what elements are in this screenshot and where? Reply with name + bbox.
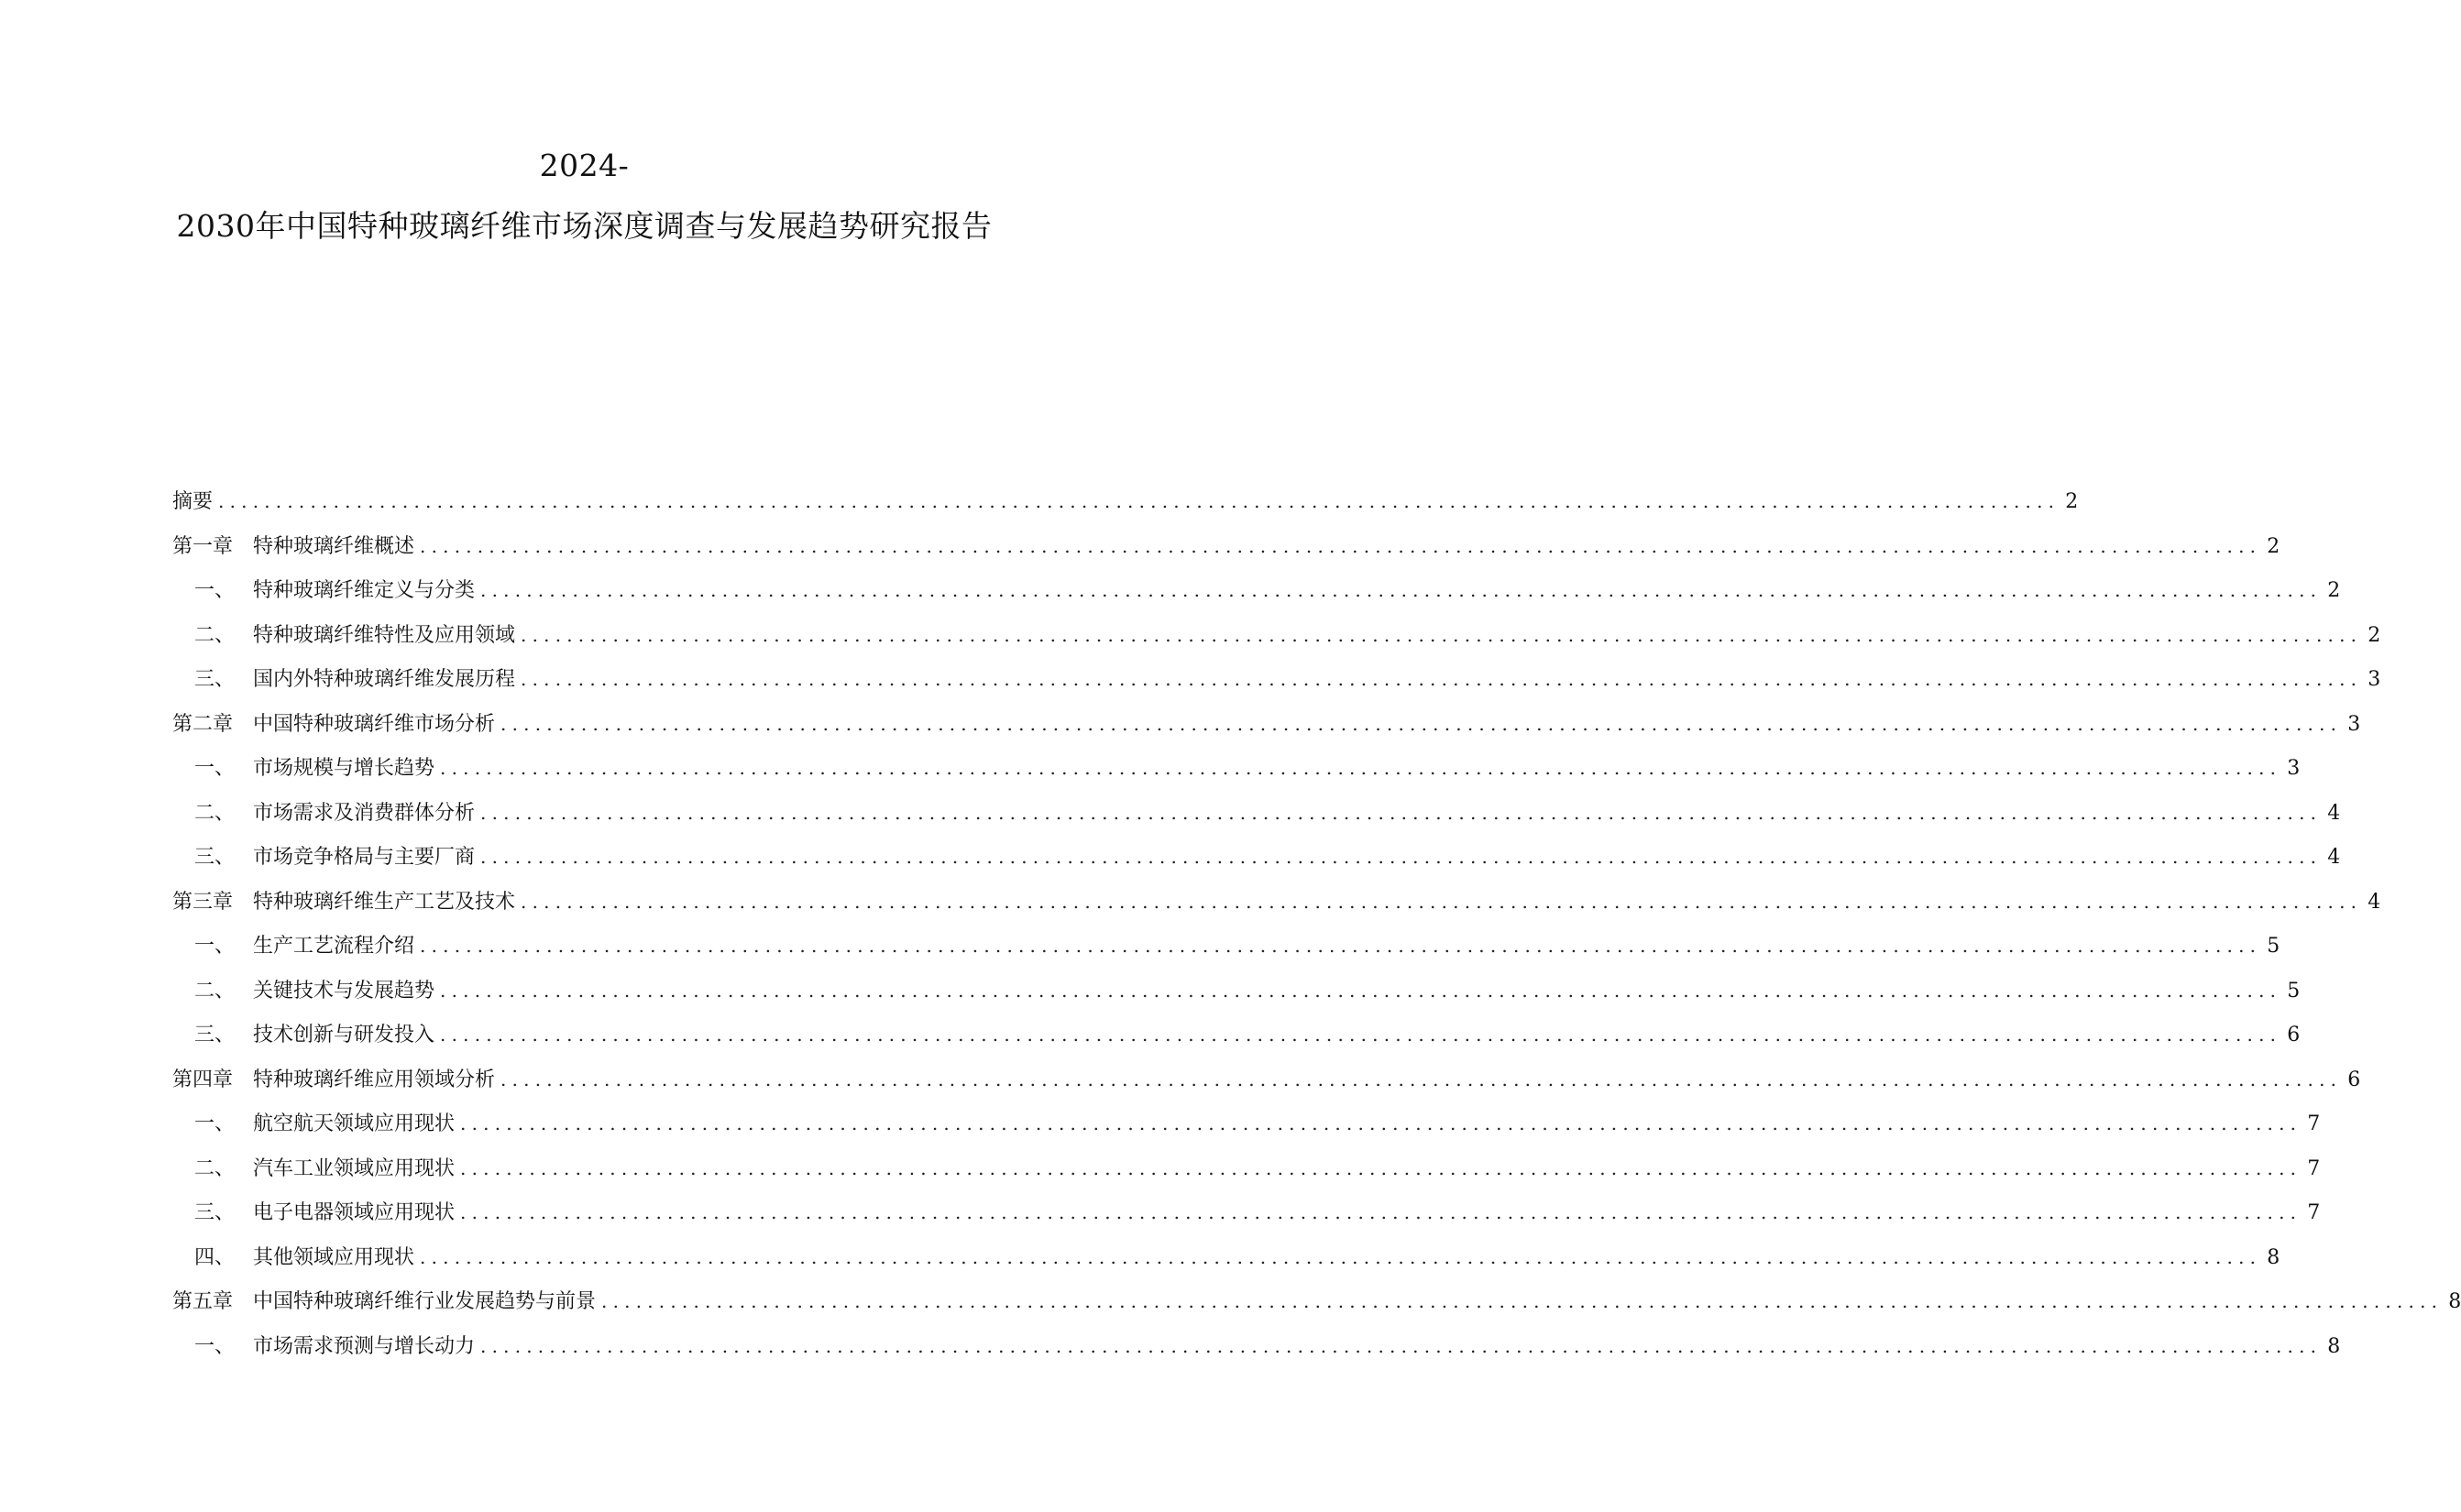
toc-entry-page: 5 [2267,935,2280,958]
toc-leader-dots: ................................................................................................................................................................ [420,935,2262,957]
toc-entry[interactable] [172,1332,2341,1377]
toc-entry-number: 一、 [194,1112,236,1135]
toc-entry-page: 7 [2307,1156,2321,1180]
toc-entry-page: 7 [2307,1112,2321,1135]
toc-entry-label: 市场竞争格局与主要厂商 [253,846,476,869]
document-title [0,136,1169,257]
toc-entry-label: 国内外特种玻璃纤维发展历程 [253,668,516,691]
toc-entry[interactable] [172,665,2381,710]
toc-entry-label: 电子电器领域应用现状 [253,1201,456,1224]
toc-entry-page: 8 [2327,1334,2341,1358]
toc-entry-label: 航空航天领域应用现状 [253,1112,456,1135]
toc-leader-dots: ................................................................................................................................................................ [601,1290,2444,1312]
toc-entry[interactable] [172,754,2301,799]
title-line-1: 2024- [539,148,630,183]
toc-entry-number: 一、 [194,1334,236,1358]
toc-entry-number: 三、 [194,1024,236,1046]
toc-entry-number: 二、 [194,801,236,825]
toc-entry-page: 3 [2368,668,2381,691]
toc-entry-label: 特种玻璃纤维应用领域分析 [253,1068,496,1091]
toc-entry[interactable] [172,576,2341,621]
toc-entry-number: 一、 [194,757,236,780]
toc-entry[interactable] [172,1287,2461,1332]
toc-entry[interactable] [172,799,2341,844]
toc-leader-dots: ................................................................................................................................................................ [521,890,2363,913]
toc-entry-page: 3 [2287,757,2301,780]
toc-entry-number: 第二章 [172,712,234,736]
toc-entry[interactable] [172,1066,2361,1111]
toc-entry[interactable] [172,843,2341,888]
toc-entry[interactable] [172,1244,2280,1288]
toc-entry-number: 一、 [194,579,236,602]
toc-entry-number: 三、 [194,1201,236,1224]
toc-entry[interactable] [172,710,2361,755]
toc-leader-dots: ................................................................................................................................................................ [500,1068,2343,1090]
toc-entry-page: 8 [2267,1245,2280,1269]
toc-leader-dots: ................................................................................................................................................................ [480,579,2323,601]
toc-entry-page: 5 [2287,979,2301,1003]
toc-entry-page: 4 [2327,846,2341,869]
toc-leader-dots: ................................................................................................................................................................ [521,623,2363,646]
toc-entry-page: 8 [2448,1290,2461,1313]
toc-leader-dots: ................................................................................................................................................................ [480,846,2323,868]
toc-entry-page: 6 [2347,1068,2361,1091]
toc-leader-dots: ................................................................................................................................................................ [420,534,2262,557]
toc-leader-dots: ................................................................................................................................................................ [500,712,2343,735]
toc-entry-number: 二、 [194,623,236,647]
toc-entry-label: 其他领域应用现状 [253,1245,415,1269]
toc-entry-label: 市场需求预测与增长动力 [253,1334,476,1358]
toc-entry-label: 特种玻璃纤维定义与分类 [253,579,476,602]
toc-entry-number: 三、 [194,668,236,691]
toc-leader-dots: ................................................................................................................................................................ [440,1024,2282,1046]
toc-entry-label: 市场需求及消费群体分析 [253,801,476,825]
toc-entry-number: 第一章 [172,534,234,558]
toc-entry-label: 特种玻璃纤维概述 [253,534,415,558]
toc-entry[interactable] [172,1155,2321,1200]
toc-entry-number: 三、 [194,846,236,869]
toc-entry[interactable] [172,888,2381,933]
toc-leader-dots: ................................................................................................................................................................ [460,1112,2302,1134]
toc-entry-label: 汽车工业领域应用现状 [253,1156,456,1180]
toc-entry-label: 生产工艺流程介绍 [253,935,415,958]
toc-entry-label: 关键技术与发展趋势 [253,979,435,1003]
table-of-contents [172,488,2461,1376]
toc-leader-dots: ................................................................................................................................................................ [218,490,2060,512]
toc-entry-page: 4 [2368,890,2381,914]
toc-entry-page: 2 [2267,534,2280,558]
toc-entry[interactable] [172,621,2381,666]
toc-entry[interactable] [172,1110,2321,1155]
toc-entry-number: 二、 [194,979,236,1003]
toc-leader-dots: ................................................................................................................................................................ [440,979,2282,1002]
toc-entry-label: 中国特种玻璃纤维行业发展趋势与前景 [253,1290,597,1313]
toc-entry-label: 特种玻璃纤维生产工艺及技术 [253,890,516,914]
toc-entry-label: 特种玻璃纤维特性及应用领域 [253,623,516,647]
toc-leader-dots: ................................................................................................................................................................ [480,801,2323,824]
toc-entry-page: 4 [2327,801,2341,825]
toc-leader-dots: ................................................................................................................................................................ [460,1201,2302,1223]
toc-entry-number: 第三章 [172,890,234,914]
toc-entry-number: 四、 [194,1245,236,1269]
toc-entry-page: 2 [2368,623,2381,647]
toc-entry[interactable] [172,932,2280,977]
title-line-2: 2030年中国特种玻璃纤维市场深度调查与发展趋势研究报告 [176,208,993,244]
toc-entry-number: 二、 [194,1156,236,1180]
toc-entry-page: 7 [2307,1201,2321,1224]
toc-entry[interactable] [172,977,2301,1022]
toc-entry[interactable] [172,1021,2301,1066]
toc-entry-page: 2 [2327,579,2341,602]
toc-entry[interactable] [172,1199,2321,1244]
toc-entry[interactable] [172,532,2280,577]
toc-entry-label: 中国特种玻璃纤维市场分析 [253,712,496,736]
toc-entry[interactable] [172,488,2079,532]
toc-leader-dots: ................................................................................................................................................................ [420,1245,2262,1268]
toc-leader-dots: ................................................................................................................................................................ [480,1334,2323,1357]
toc-entry-label: 市场规模与增长趋势 [253,757,435,780]
toc-entry-number: 第四章 [172,1068,234,1091]
toc-entry-label: 摘要 [172,490,214,513]
toc-entry-number: 一、 [194,935,236,958]
toc-leader-dots: ................................................................................................................................................................ [460,1156,2302,1179]
toc-entry-page: 3 [2347,712,2361,736]
toc-entry-label: 技术创新与研发投入 [253,1024,435,1046]
toc-leader-dots: ................................................................................................................................................................ [440,757,2282,779]
toc-entry-page: 6 [2287,1024,2301,1046]
toc-entry-page: 2 [2065,490,2079,513]
toc-entry-number: 第五章 [172,1290,234,1313]
toc-leader-dots: ................................................................................................................................................................ [521,668,2363,690]
